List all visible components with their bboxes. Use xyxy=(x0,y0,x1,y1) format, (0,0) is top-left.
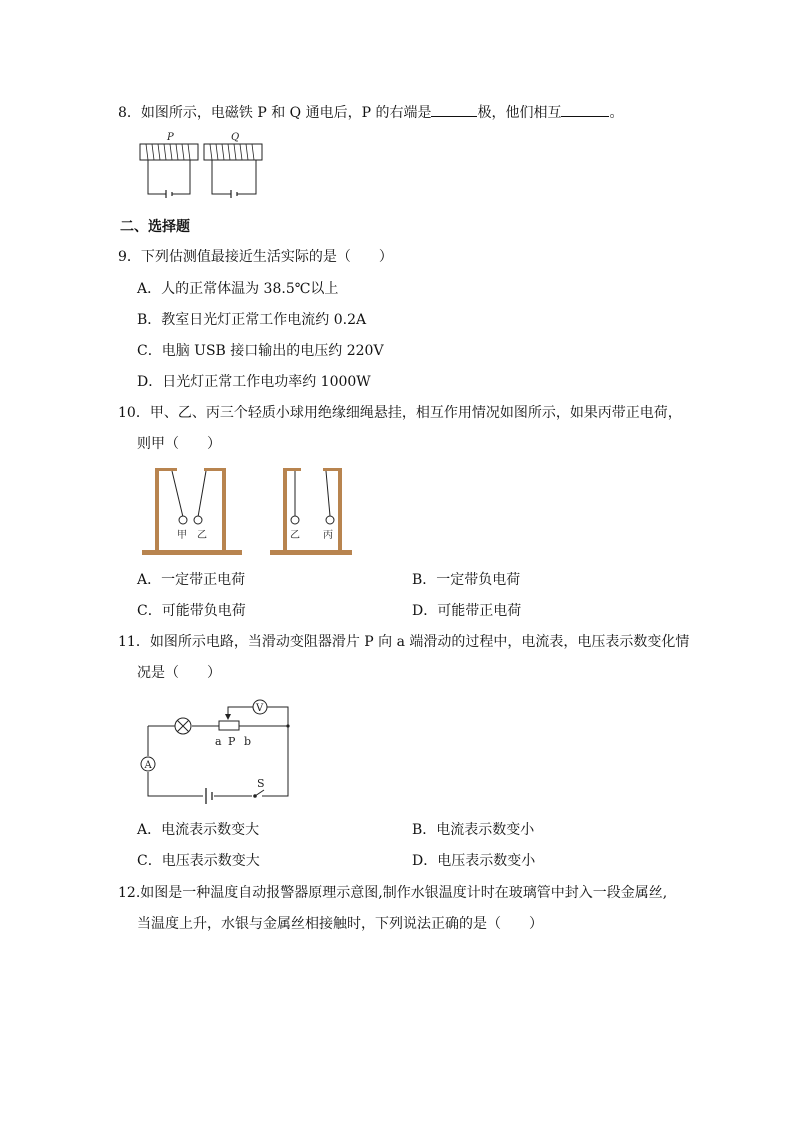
q10-label-bing: 丙 xyxy=(323,530,333,541)
q11-rheostat xyxy=(219,721,239,730)
q11-label-a: a xyxy=(215,735,222,748)
q10-stand-right xyxy=(270,468,352,555)
q11-slider-p xyxy=(225,714,231,720)
q11-label-s: S xyxy=(257,777,265,790)
q10-pendulum-figure xyxy=(140,462,360,560)
q8-suffix: 。 xyxy=(609,105,624,121)
q11-label-ammeter: A xyxy=(144,760,152,771)
q8-label-p: P xyxy=(167,132,174,143)
q11-stem-line1: 11．如图所示电路，当滑动变阻器滑片 P 向 a 端滑动的过程中，电流表，电压表示数变化情 xyxy=(118,634,690,650)
q8-middle: 极，他们相互 xyxy=(477,105,562,121)
q9-option-b[interactable]: B．教室日光灯正常工作电流约 0.2A xyxy=(137,312,367,328)
q10-option-c[interactable]: C．可能带负电荷 xyxy=(137,603,246,619)
q10-label-yi-2: 乙 xyxy=(290,530,300,541)
q11-label-p: P xyxy=(228,735,236,748)
q10-stem-line1: 10．甲、乙、丙三个轻质小球用绝缘细绳悬挂，相互作用情况如图所示，如果丙带正电荷， xyxy=(118,405,682,421)
q11-circuit-figure xyxy=(140,696,300,806)
q10-label-yi-1: 乙 xyxy=(197,530,207,541)
q11-switch xyxy=(255,790,264,796)
q10-stem-line2: 则甲（ ） xyxy=(137,436,221,452)
q8-blank-2[interactable] xyxy=(561,104,609,117)
q9-option-a[interactable]: A．人的正常体温为 38.5℃以上 xyxy=(137,281,339,297)
q10-option-a[interactable]: A．一定带正电荷 xyxy=(137,572,246,588)
q8-circuit-q xyxy=(212,160,256,194)
q11-option-d[interactable]: D．电压表示数变小 xyxy=(412,853,536,869)
q11-stem-line2: 况是（ ） xyxy=(137,665,221,681)
q10-label-jia: 甲 xyxy=(177,530,187,541)
q10-option-d[interactable]: D．可能带正电荷 xyxy=(412,603,522,619)
q9-stem: 9．下列估测值最接近生活实际的是（ ） xyxy=(118,249,393,265)
q12-stem-line2: 当温度上升，水银与金属丝相接触时，下列说法正确的是（ ） xyxy=(137,916,543,932)
q11-label-v: V xyxy=(256,703,264,714)
section-title: 二、选择题 xyxy=(120,219,190,235)
q11-option-b[interactable]: B．电流表示数变小 xyxy=(412,822,535,838)
q9-option-c[interactable]: C．电脑 USB 接口输出的电压约 220V xyxy=(137,343,384,359)
q11-option-c[interactable]: C．电压表示数变大 xyxy=(137,853,260,869)
q11-label-b: b xyxy=(244,735,252,748)
q10-option-b[interactable]: B．一定带负电荷 xyxy=(412,572,521,588)
q11-option-a[interactable]: A．电流表示数变大 xyxy=(137,822,260,838)
q8-blank-1[interactable] xyxy=(431,104,477,117)
q8-circuit-p xyxy=(148,160,190,194)
q9-option-d[interactable]: D．日光灯正常工作电功率约 1000W xyxy=(137,374,371,390)
q10-stand-left xyxy=(142,468,242,555)
q8-prefix: 8．如图所示，电磁铁 P 和 Q 通电后，P 的右端是 xyxy=(118,105,432,121)
q8-label-q: Q xyxy=(231,132,240,143)
q12-stem-line1: 12.如图是一种温度自动报警器原理示意图,制作水银温度计时在玻璃管中封入一段金属丝, xyxy=(118,885,668,901)
q11-battery xyxy=(206,788,212,804)
q8-electromagnet-figure xyxy=(138,132,268,202)
q8-stem xyxy=(118,104,623,122)
